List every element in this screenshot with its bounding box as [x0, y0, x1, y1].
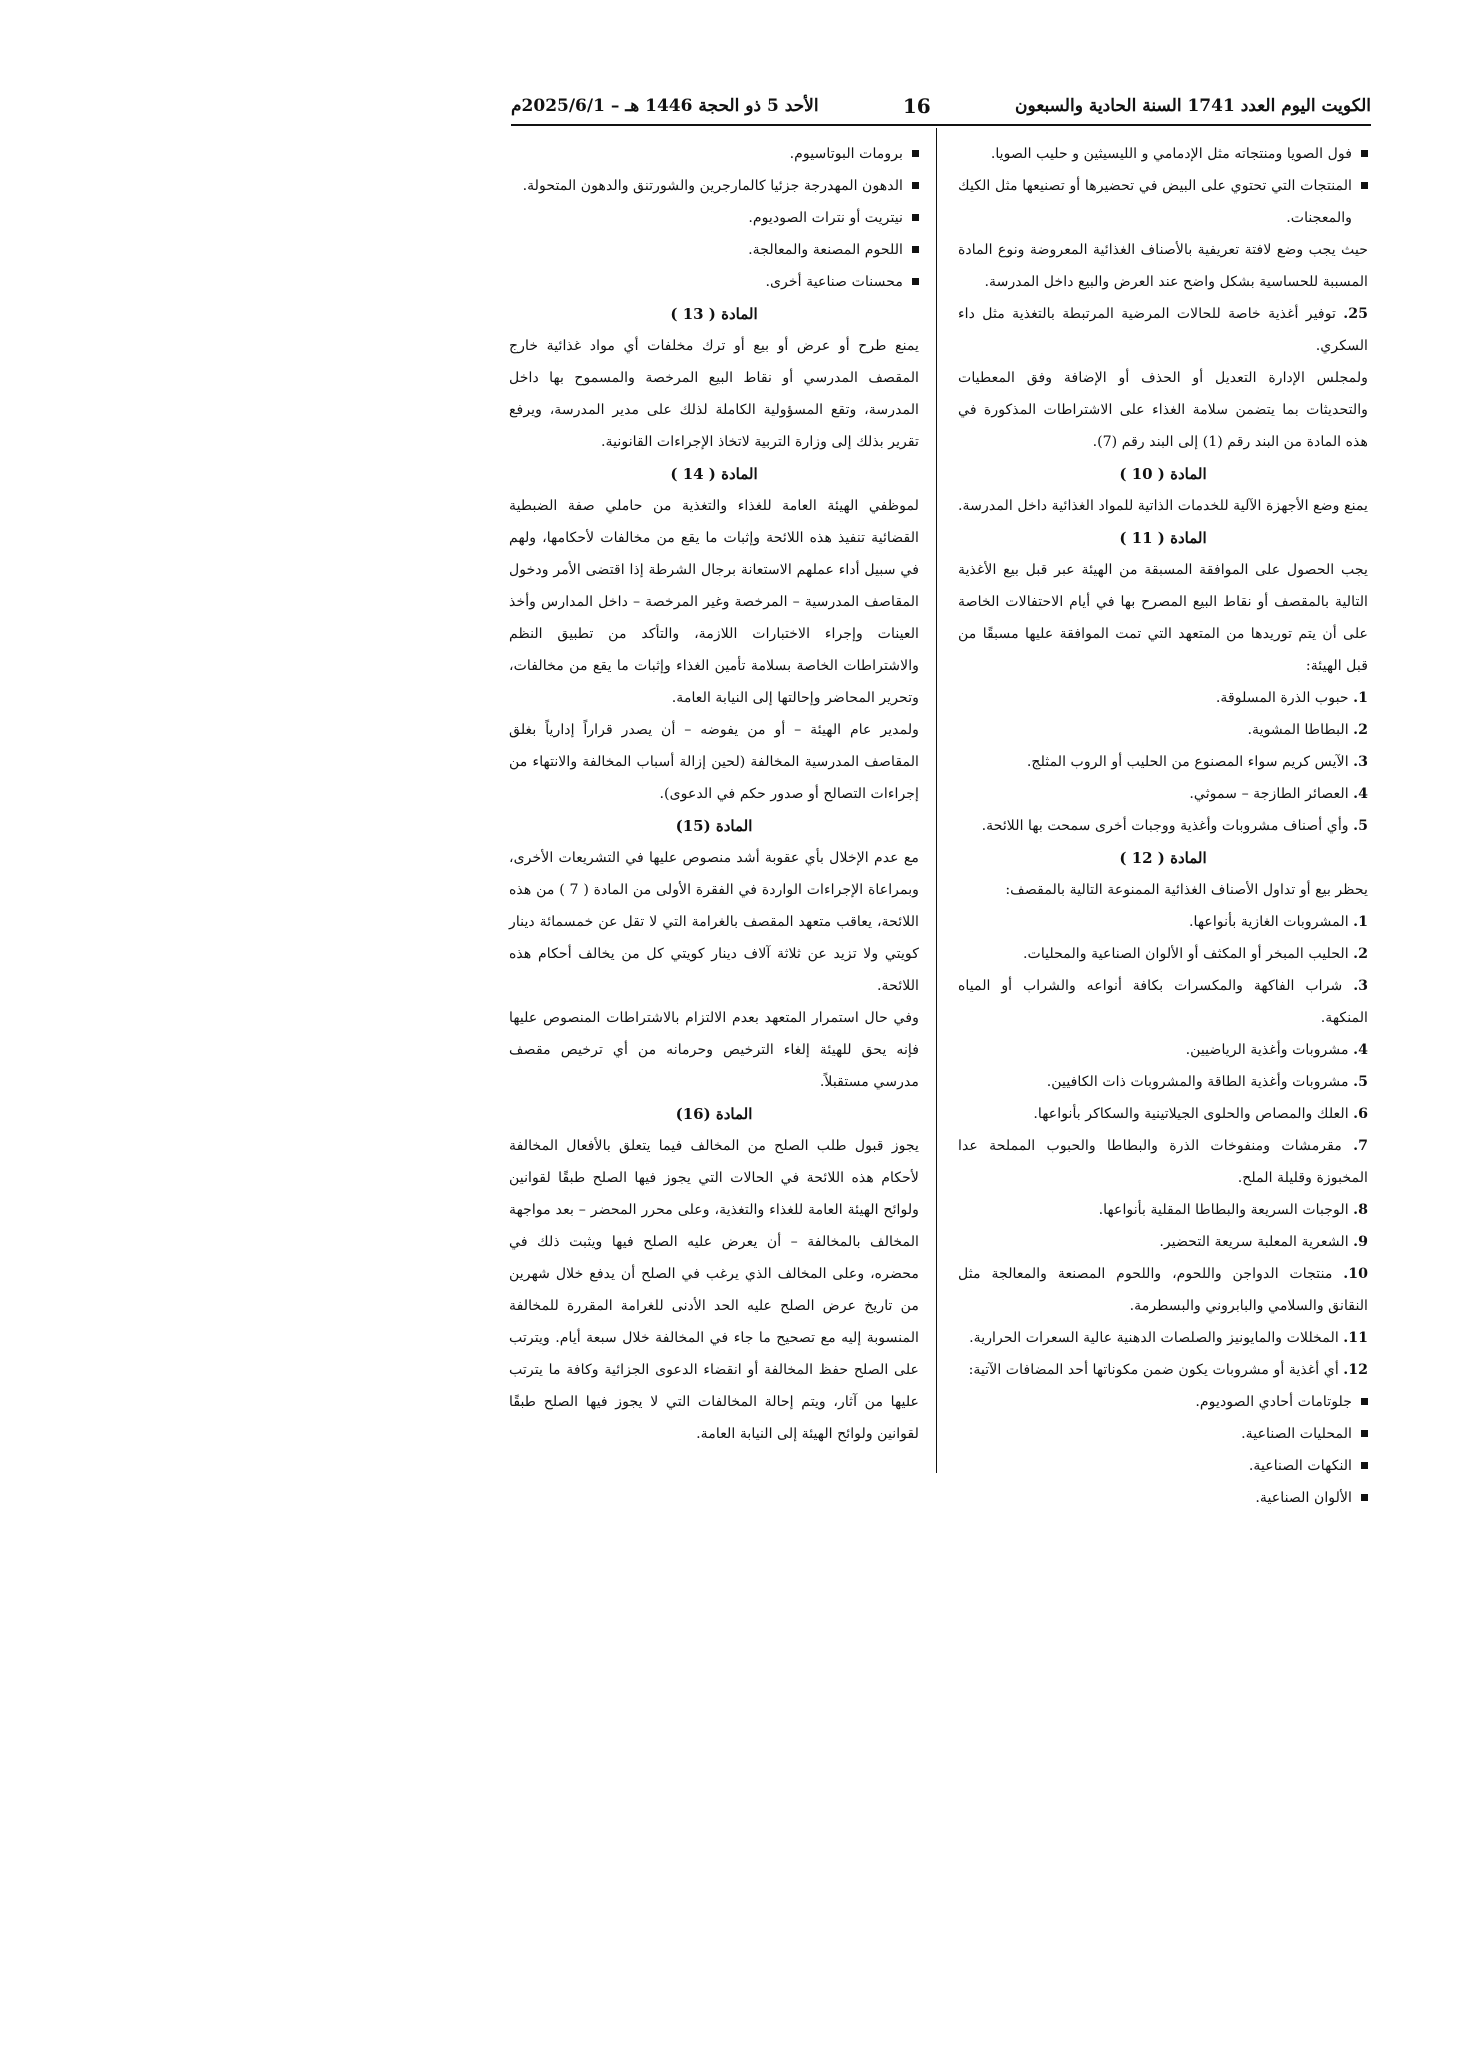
item-number: 10. — [1343, 1266, 1368, 1282]
paragraph: يجب الحصول على الموافقة المسبقة من الهيئة عبر قبل بيع الأغذية التالية بالمقصف أو نقاط البيع المصرح بها في أيام الاحتفالات الخاصة على أن يتم توريدها من المتعهد التي تمت الموافقة عليها مسبقًا من قبل الهيئة: — [958, 562, 1368, 674]
item-number: 4. — [1353, 786, 1368, 802]
numbered-item — [958, 298, 1368, 362]
article-heading: المادة ( 14 ) — [670, 465, 758, 483]
bullet-item: نيتريت أو نترات الصوديوم. — [509, 202, 919, 234]
bullet-item: المحليات الصناعية. — [958, 1418, 1368, 1450]
paragraph: مع عدم الإخلال بأي عقوبة أشد منصوص عليها في التشريعات الأخرى، وبمراعاة الإجراءات الواردة في الفقرة الأولى من المادة ( 7 ) من هذه اللائحة، يعاقب متعهد المقصف بالغرامة التي لا تقل عن خمسمائة دينار كويتي ولا تزيد عن ثلاثة آلاف دينار كويتي كل من يخالف أحكام هذه اللائحة. — [509, 850, 919, 994]
item-number: 1. — [1353, 914, 1368, 930]
page-number: 16 — [902, 94, 931, 118]
article-heading: المادة (15) — [675, 817, 753, 835]
bullet-item: جلوتامات أحادي الصوديوم. — [958, 1386, 1368, 1418]
header-publication: الكويت اليوم العدد 1741 السنة الحادية والسبعون — [1015, 96, 1371, 116]
item-text: الحليب المبخر أو المكثف أو الألوان الصناعية والمحليات. — [1022, 946, 1349, 962]
item-text: أي أغذية أو مشروبات يكون ضمن مكوناتها أحد المضافات الآتية: — [968, 1362, 1339, 1378]
bullet-item: النكهات الصناعية. — [958, 1450, 1368, 1482]
item-number: 2. — [1353, 946, 1368, 962]
item-number: 12. — [1343, 1362, 1368, 1378]
numbered-item — [958, 906, 1368, 938]
numbered-item — [958, 1258, 1368, 1322]
paragraph: لموظفي الهيئة العامة للغذاء والتغذية من حاملي صفة الضبطية القضائية تنفيذ هذه اللائحة وإثبات ما يقع من مخالفات لأحكامها، ولهم في سبيل أداء عملهم الاستعانة برجال الشرطة إذا اقتضى الأمر ودخول المقاصف المدرسية – المرخصة وغير المرخصة – داخل المدارس وأخذ العينات وإجراء الاختبارات اللازمة، والتأكد من تطبيق النظم والاشتراطات الخاصة بسلامة تأمين الغذاء وإثبات ما يقع من مخالفات، وتحرير المحاضر وإحالتها إلى النيابة العامة. — [509, 498, 919, 706]
item-number: 2. — [1353, 722, 1368, 738]
paragraph: يمنع وضع الأجهزة الآلية للخدمات الذاتية للمواد الغذائية داخل المدرسة. — [958, 498, 1368, 514]
numbered-item — [958, 970, 1368, 1034]
bullet-item: برومات البوتاسيوم. — [509, 138, 919, 170]
item-text: مشروبات وأغذية الرياضيين. — [1185, 1042, 1349, 1058]
bullet-item: محسنات صناعية أخرى. — [509, 266, 919, 298]
bullet-item: المنتجات التي تحتوي على البيض في تحضيرها أو تصنيعها مثل الكيك والمعجنات. — [958, 170, 1368, 234]
item-text: شراب الفاكهة والمكسرات بكافة أنواعه والشراب أو المياه المنكهة. — [958, 978, 1368, 1026]
numbered-item — [958, 938, 1368, 970]
item-text: البطاطا المشوية. — [1247, 722, 1349, 738]
numbered-item — [958, 778, 1368, 810]
numbered-item — [958, 746, 1368, 778]
bullet-item: فول الصويا ومنتجاته مثل الإدمامي و الليسيثين و حليب الصويا. — [958, 138, 1368, 170]
paragraph: يجوز قبول طلب الصلح من المخالف فيما يتعلق بالأفعال المخالفة لأحكام هذه اللائحة في الحالات التي يجوز فيها الصلح طبقًا لقوانين ولوائح الهيئة العامة للغذاء والتغذية، وعلى محرر المحضر – بعد مواجهة المخالف بالمخالفة – أن يعرض عليه الصلح فيها ويثبت ذلك في محضره، وعلى المخالف الذي يرغب في الصلح أن يدفع خلال شهرين من تاريخ عرض الصلح عليه الحد الأدنى للغرامة المقررة للمخالفة المنسوبة إليه مع تصحيح ما جاء في المخالفة خلال سبعة أيام. ويترتب على الصلح حفظ المخالفة أو انقضاء الدعوى الجزائية وكافة ما يترتب عليها من آثار، ويتم إحالة المخالفات التي لا يجوز فيها الصلح طبقًا لقوانين ولوائح الهيئة إلى النيابة العامة. — [509, 1138, 919, 1442]
bullet-item: اللحوم المصنعة والمعالجة. — [509, 234, 919, 266]
item-number: 5. — [1353, 818, 1368, 834]
item-number: 5. — [1353, 1074, 1368, 1090]
item-text: العلك والمصاص والحلوى الجيلاتينية والسكاكر بأنواعها. — [1033, 1106, 1349, 1122]
item-number: 25. — [1343, 306, 1368, 322]
numbered-item — [958, 1226, 1368, 1258]
article-heading: المادة ( 13 ) — [670, 305, 758, 323]
article-heading: المادة ( 11 ) — [1119, 529, 1207, 547]
item-number: 8. — [1353, 1202, 1368, 1218]
item-number: 3. — [1353, 754, 1368, 770]
item-text: الشعرية المعلبة سريعة التحضير. — [1159, 1234, 1349, 1250]
item-text: توفير أغذية خاصة للحالات المرضية المرتبطة بالتغذية مثل داء السكري. — [958, 306, 1368, 354]
article-heading: المادة ( 10 ) — [1119, 465, 1207, 483]
article-heading: المادة ( 12 ) — [1119, 849, 1207, 867]
paragraph: يمنع طرح أو عرض أو بيع أو ترك مخلفات أي مواد غذائية خارج المقصف المدرسي أو نقاط البيع المرخصة والمسموح بها داخل المدرسة، وتقع المسؤولية الكاملة لذلك على مدير المدرسة، ويرفع تقرير بذلك إلى وزارة التربية لاتخاذ الإجراءات القانونية. — [509, 338, 919, 450]
numbered-item — [958, 1034, 1368, 1066]
item-text: مقرمشات ومنفوخات الذرة والبطاطا والحبوب المملحة عدا المخبوزة وقليلة الملح. — [958, 1138, 1368, 1186]
paragraph: حيث يجب وضع لافتة تعريفية بالأصناف الغذائية المعروضة ونوع المادة المسببة للحساسية بشكل واضح عند العرض والبيع داخل المدرسة. — [958, 242, 1368, 290]
item-number: 1. — [1353, 690, 1368, 706]
item-text: مشروبات وأغذية الطاقة والمشروبات ذات الكافيين. — [1046, 1074, 1349, 1090]
item-number: 9. — [1353, 1234, 1368, 1250]
item-text: منتجات الدواجن واللحوم، واللحوم المصنعة والمعالجة مثل النقانق والسلامي والبابروني والبسطرمة. — [958, 1266, 1368, 1314]
numbered-item — [958, 1130, 1368, 1194]
item-text: الوجبات السريعة والبطاطا المقلية بأنواعها. — [1098, 1202, 1349, 1218]
right-column — [958, 138, 1368, 1514]
left-column — [509, 138, 919, 1450]
numbered-item — [958, 1194, 1368, 1226]
item-number: 11. — [1343, 1330, 1368, 1346]
item-text: حبوب الذرة المسلوقة. — [1215, 690, 1349, 706]
paragraph: يحظر بيع أو تداول الأصناف الغذائية الممنوعة التالية بالمقصف: — [1005, 882, 1368, 898]
item-number: 7. — [1353, 1138, 1368, 1154]
item-text: العصائر الطازجة – سموثي. — [1189, 786, 1349, 802]
numbered-item — [958, 714, 1368, 746]
article-heading: المادة (16) — [675, 1105, 753, 1123]
paragraph: ولمدير عام الهيئة – أو من يفوضه – أن يصدر قراراً إدارياً بغلق المقاصف المدرسية المخالفة (لحين إزالة أسباب المخالفة والانتهاء من إجراءات التصالح أو صدور حكم في الدعوى). — [509, 722, 919, 802]
numbered-item — [958, 1098, 1368, 1130]
numbered-item — [958, 810, 1368, 842]
column-divider — [936, 128, 937, 1473]
item-number: 6. — [1353, 1106, 1368, 1122]
item-text: المشروبات الغازية بأنواعها. — [1189, 914, 1349, 930]
item-number: 3. — [1353, 978, 1369, 994]
page-header — [511, 90, 1371, 122]
bullet-item: الدهون المهدرجة جزئيا كالمارجرين والشورتنق والدهون المتحولة. — [509, 170, 919, 202]
numbered-item — [958, 1322, 1368, 1354]
numbered-item — [958, 1354, 1368, 1386]
header-date: الأحد 5 ذو الحجة 1446 هـ – 2025/6/1م — [511, 96, 819, 116]
item-text: المخللات والمايونيز والصلصات الدهنية عالية السعرات الحرارية. — [969, 1330, 1339, 1346]
bullet-item: الألوان الصناعية. — [958, 1482, 1368, 1514]
numbered-item — [958, 682, 1368, 714]
item-text: وأي أصناف مشروبات وأغذية ووجبات أخرى سمحت بها اللائحة. — [981, 818, 1349, 834]
paragraph: ولمجلس الإدارة التعديل أو الحذف أو الإضافة وفق المعطيات والتحديثات بما يتضمن سلامة الغذاء على الاشتراطات المذكورة في هذه المادة من البند رقم (1) إلى البند رقم (7). — [958, 370, 1368, 450]
item-number: 4. — [1353, 1042, 1368, 1058]
numbered-item — [958, 1066, 1368, 1098]
item-text: الآيس كريم سواء المصنوع من الحليب أو الروب المثلج. — [1026, 754, 1349, 770]
paragraph: وفي حال استمرار المتعهد بعدم الالتزام بالاشتراطات المنصوص عليها فإنه يحق للهيئة إلغاء الترخيص وحرمانه من أي ترخيص مقصف مدرسي مستقبلاً. — [509, 1010, 919, 1090]
header-rule — [511, 124, 1371, 126]
